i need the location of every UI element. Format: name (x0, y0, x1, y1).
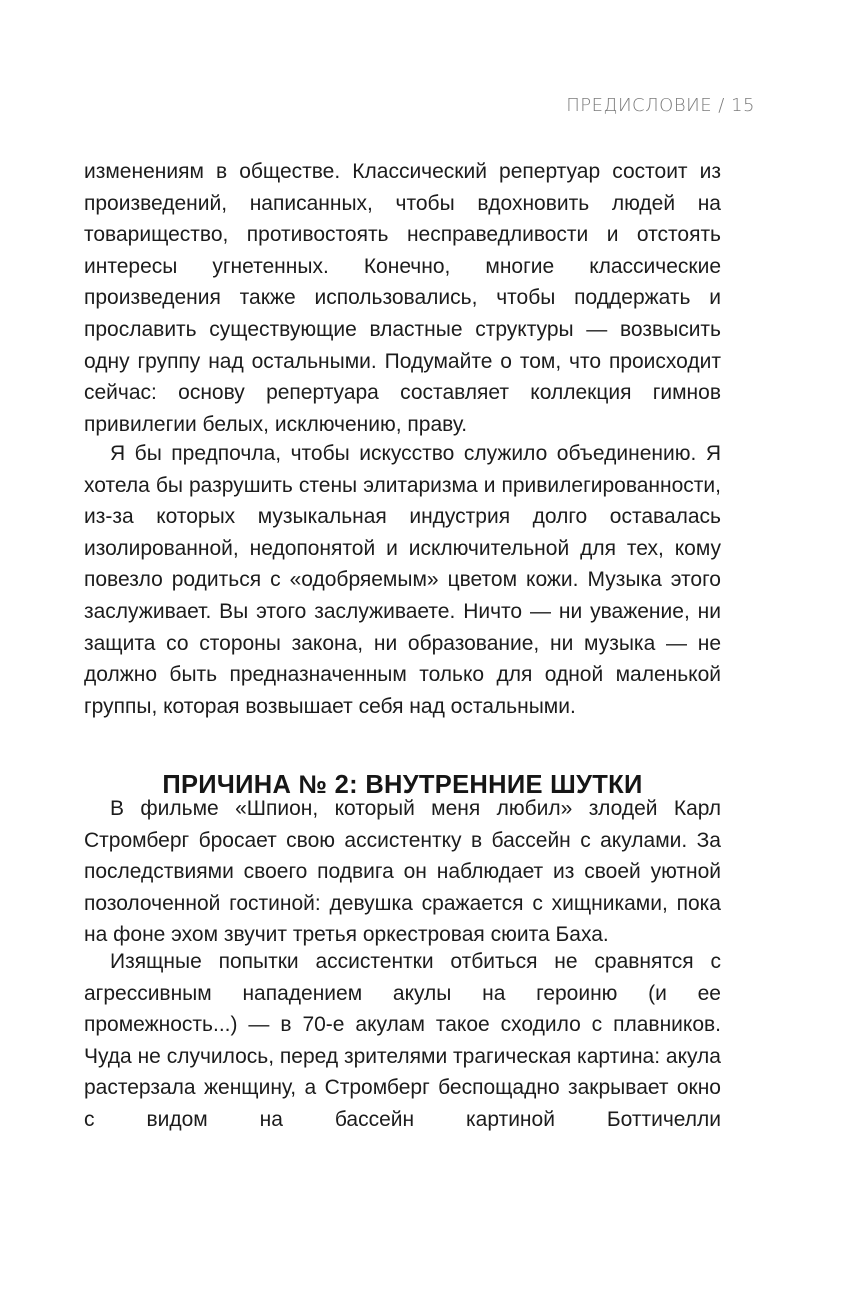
paragraph-spy-film (84, 793, 721, 951)
paragraph-art-unity (84, 438, 721, 722)
running-header: ПРЕДИСЛОВИЕ / 15 (566, 95, 755, 116)
paragraph-text: В фильме «Шпион, который меня любил» злодей Карл Стромберг бросает свою ассистентку в бассейн с акулами. За последствиями своего подвига он наблюдает из своей уютной позолоченной гостиной: девушка сражается с хищниками, пока на фоне эхом звучит третья оркестровая сюита Баха. (84, 797, 721, 947)
paragraph-continued (84, 156, 721, 440)
paragraph-text: Изящные попытки ассистентки отбиться не сравнятся с агрессивным нападением акулы на героиню (и ее промежность...) — в 70-е акулам такое сходило с плавников. Чуда не случилось, перед зрителями трагическая картина: акула растерзала женщину, а Стромберг беспощадно закрывает окно с видом на бассейн картиной Боттичелли (84, 950, 721, 1131)
paragraph-shark-scene (84, 946, 721, 1136)
paragraph-text: Я бы предпочла, чтобы искусство служило объединению. Я хотела бы разрушить стены элитаризма и привилегированности, из-за которых музыкальная индустрия долго оставалась изолированной, недопонятой и исключительной для тех, кому повезло родиться с «одобряемым» цветом кожи. Музыка этого заслуживает. Вы этого заслуживаете. Ничто — ни уважение, ни защита со стороны закона, ни образование, ни музыка — не должно быть предназначенным только для одной маленькой группы, которая возвышает себя над остальными. (84, 442, 721, 718)
section-heading: ПРИЧИНА № 2: ВНУТРЕННИЕ ШУТКИ (162, 771, 643, 800)
paragraph-text: изменениям в обществе. Классический репертуар состоит из произведений, написанных, чтобы вдохновить людей на товарищество, противостоять несправедливости и отстоять интересы угнетенных. Конечно, многие классические произведения также использовались, чтобы поддержать и прославить существующие властные структуры — возвысить одну группу над остальными. Подумайте о том, что происходит сейчас: основу репертуара составляет коллекция гимнов привилегии белых, исключению, праву. (84, 160, 721, 436)
